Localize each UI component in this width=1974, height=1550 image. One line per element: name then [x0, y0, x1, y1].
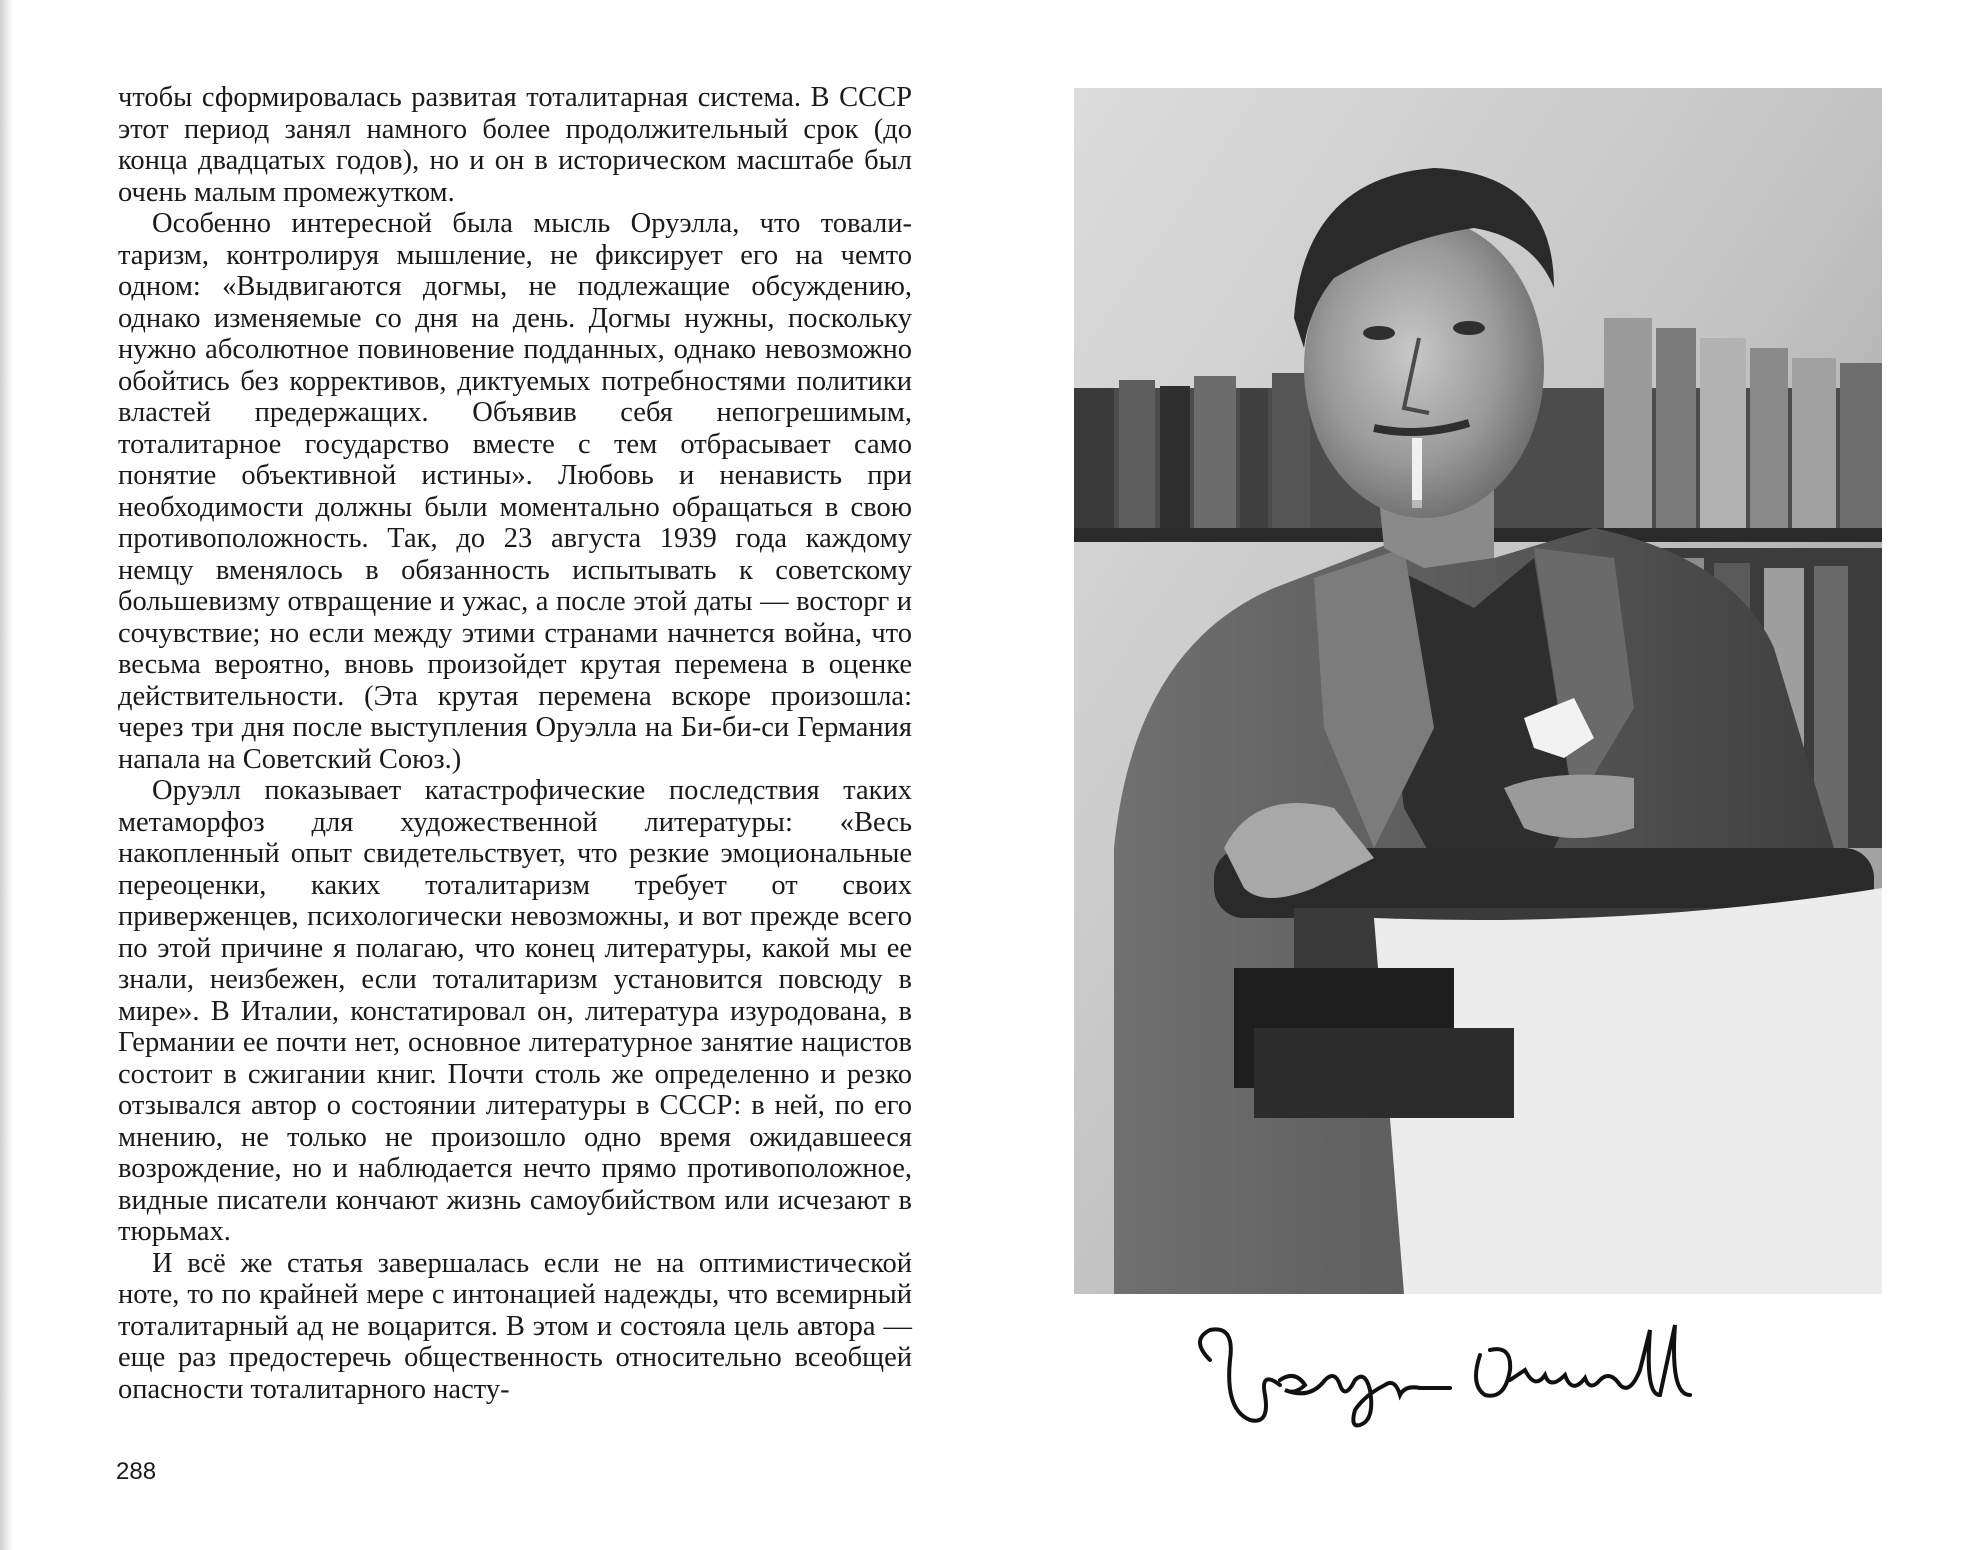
paragraph-1: чтобы сформировалась развитая тоталитарная система. В СССР этот период занял намного более продолжительный срок (до конца двадцатых годов), но и он в историческом масштабе был очень малым промежутком.: [118, 82, 912, 208]
text-column: [118, 82, 912, 1405]
paragraph-3: Оруэлл показывает катастрофические последствия таких метаморфоз для художественной литературы: «Весь накопленный опыт свидетельствует, что резкие эмоциональные переоценки, каких тоталитаризм требует от своих приверженцев, психологически невозможны, и вот прежде всего по этой причине я полагаю, что конец литературы, какой мы ее знали, неизбежен, если тоталитаризм установится повсюду в мире». В Италии, констатировал он, литература изуродована, в Германии ее почти нет, основное литературное занятие нацистов состоит в сжигании книг. Почти столь же определенно и резко отзывался автор о состоянии литературы в СССР: в ней, по его мнению, не только не произошло одно время ожидавшееся возрождение, но и наблюдается нечто прямо противоположное, видные писатели кончают жизнь самоубийством или исчезают в тюрьмах.: [118, 775, 912, 1247]
signature-image: [1180, 1300, 1760, 1440]
paragraph-4: И всё же статья завершалась если не на оптимистической ноте, то по крайней мере с интонацией надежды, что всемирный тоталитарный ад не воцарится. В этом и состояла цель автора — еще раз предостеречь общественность относительно всеобщей опасности тоталитарного насту-: [118, 1247, 912, 1405]
author-signature: [1180, 1300, 1760, 1440]
portrait-illustration: [1074, 88, 1882, 1294]
paragraph-2: Особенно интересной была мысль Оруэлла, что товалитаризм, контролируя мышление, не фиксирует его на чемто одном: «Выдвигаются догмы, не подлежащие обсуждению, однако изменяемые со дня на день. Догмы нужны, поскольку нужно абсолютное повиновение подданных, однако невозможно обойтись без коррективов, диктуемых потребностями политики властей предержащих. Объявив себя непогрешимым, тоталитарное государство вместе с тем отбрасывает само понятие объективной истины». Любовь и ненависть при необходимости должны были моментально обращаться в свою противоположность. Так, до 23 августа 1939 года каждому немцу вменялось в обязанность испытывать к советскому большевизму отвращение и ужас, а после этой даты — восторг и сочувствие; но если между этими странами начнется война, что весьма вероятно, вновь произойдет крутая перемена в оценке действительности. (Эта крутая перемена вскоре произошла: через три дня после выступления Оруэлла на Би-би-си Германия напала на Советский Союз.): [118, 208, 912, 775]
cigarette: [1412, 438, 1422, 508]
page-number: 288: [116, 1458, 157, 1485]
author-portrait-photo: [1074, 88, 1882, 1294]
book-gutter-edge: [0, 0, 14, 1550]
